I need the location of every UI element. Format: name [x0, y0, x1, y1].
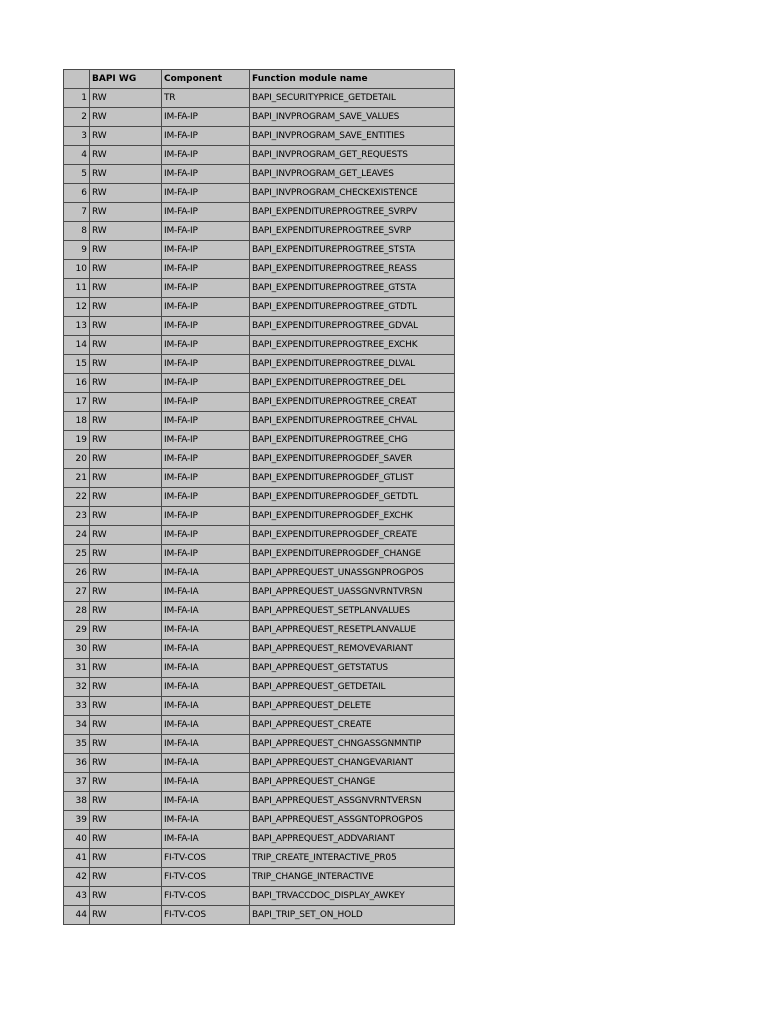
function-module-name-cell: BAPI_EXPENDITUREPROGTREE_CHVAL	[250, 412, 455, 431]
bapi-wg-cell: RW	[90, 279, 162, 298]
table-row	[64, 146, 455, 165]
row-number-cell: 39	[64, 811, 90, 830]
table-row	[64, 412, 455, 431]
function-module-name-cell: BAPI_APPREQUEST_CHNGASSGNMNTIP	[250, 735, 455, 754]
function-module-name-cell: BAPI_APPREQUEST_GETDETAIL	[250, 678, 455, 697]
row-number-cell: 4	[64, 146, 90, 165]
bapi-wg-cell: RW	[90, 906, 162, 925]
bapi-wg-cell: RW	[90, 754, 162, 773]
row-number-cell: 9	[64, 241, 90, 260]
table-row	[64, 564, 455, 583]
function-module-name-cell: BAPI_EXPENDITUREPROGTREE_SVRPV	[250, 203, 455, 222]
bapi-wg-cell: RW	[90, 393, 162, 412]
function-module-name-cell: BAPI_EXPENDITUREPROGTREE_DLVAL	[250, 355, 455, 374]
row-number-cell: 3	[64, 127, 90, 146]
header-row	[64, 70, 455, 89]
function-module-name-cell: BAPI_EXPENDITUREPROGTREE_GTDTL	[250, 298, 455, 317]
row-number-cell: 37	[64, 773, 90, 792]
row-number-cell: 11	[64, 279, 90, 298]
bapi-wg-cell: RW	[90, 678, 162, 697]
bapi-wg-cell: RW	[90, 146, 162, 165]
row-number-cell: 6	[64, 184, 90, 203]
function-module-name-cell: BAPI_TRVACCDOC_DISPLAY_AWKEY	[250, 887, 455, 906]
table-row	[64, 773, 455, 792]
bapi-wg-cell: RW	[90, 716, 162, 735]
function-module-name-cell: BAPI_INVPROGRAM_CHECKEXISTENCE	[250, 184, 455, 203]
component-cell: IM-FA-IP	[162, 317, 250, 336]
bapi-wg-cell: RW	[90, 336, 162, 355]
function-module-name-cell: BAPI_INVPROGRAM_SAVE_VALUES	[250, 108, 455, 127]
bapi-wg-cell: RW	[90, 697, 162, 716]
function-module-name-cell: BAPI_APPREQUEST_ASSGNVRNTVERSN	[250, 792, 455, 811]
component-cell: IM-FA-IP	[162, 127, 250, 146]
component-cell: IM-FA-IP	[162, 260, 250, 279]
component-cell: IM-FA-IA	[162, 716, 250, 735]
bapi-wg-cell: RW	[90, 317, 162, 336]
function-module-name-cell: BAPI_EXPENDITUREPROGDEF_CHANGE	[250, 545, 455, 564]
row-number-cell: 32	[64, 678, 90, 697]
component-cell: IM-FA-IP	[162, 469, 250, 488]
table-row	[64, 450, 455, 469]
table-row	[64, 906, 455, 925]
row-number-header	[64, 70, 90, 89]
row-number-cell: 15	[64, 355, 90, 374]
function-module-name-cell: BAPI_APPREQUEST_CHANGEVARIANT	[250, 754, 455, 773]
table-row	[64, 697, 455, 716]
bapi-wg-cell: RW	[90, 450, 162, 469]
function-module-name-cell: BAPI_APPREQUEST_GETSTATUS	[250, 659, 455, 678]
row-number-cell: 20	[64, 450, 90, 469]
component-cell: IM-FA-IP	[162, 507, 250, 526]
row-number-cell: 7	[64, 203, 90, 222]
function-module-name-cell: BAPI_EXPENDITUREPROGTREE_STSTA	[250, 241, 455, 260]
row-number-cell: 25	[64, 545, 90, 564]
bapi-wg-cell: RW	[90, 602, 162, 621]
table-row	[64, 583, 455, 602]
component-cell: IM-FA-IA	[162, 583, 250, 602]
table-row	[64, 203, 455, 222]
bapi-wg-cell: RW	[90, 545, 162, 564]
table-row	[64, 830, 455, 849]
table-row	[64, 545, 455, 564]
function-module-name-cell: BAPI_APPREQUEST_CREATE	[250, 716, 455, 735]
row-number-cell: 41	[64, 849, 90, 868]
bapi-wg-cell: RW	[90, 298, 162, 317]
table-row	[64, 127, 455, 146]
component-cell: IM-FA-IA	[162, 811, 250, 830]
row-number-cell: 31	[64, 659, 90, 678]
function-module-name-cell: BAPI_INVPROGRAM_GET_LEAVES	[250, 165, 455, 184]
table-row	[64, 849, 455, 868]
table-row	[64, 241, 455, 260]
component-cell: IM-FA-IP	[162, 184, 250, 203]
row-number-cell: 27	[64, 583, 90, 602]
row-number-cell: 1	[64, 89, 90, 108]
function-module-name-cell: TRIP_CHANGE_INTERACTIVE	[250, 868, 455, 887]
function-module-name-cell: BAPI_SECURITYPRICE_GETDETAIL	[250, 89, 455, 108]
function-module-name-cell: BAPI_EXPENDITUREPROGTREE_SVRP	[250, 222, 455, 241]
function-module-name-cell: BAPI_INVPROGRAM_SAVE_ENTITIES	[250, 127, 455, 146]
row-number-cell: 18	[64, 412, 90, 431]
row-number-cell: 16	[64, 374, 90, 393]
function-module-name-cell: BAPI_APPREQUEST_ASSGNTOPROGPOS	[250, 811, 455, 830]
component-cell: FI-TV-COS	[162, 887, 250, 906]
component-cell: IM-FA-IP	[162, 241, 250, 260]
function-module-name-cell: BAPI_EXPENDITUREPROGTREE_DEL	[250, 374, 455, 393]
component-cell: FI-TV-COS	[162, 849, 250, 868]
table-row	[64, 526, 455, 545]
bapi-wg-cell: RW	[90, 868, 162, 887]
table-row	[64, 621, 455, 640]
table-row	[64, 355, 455, 374]
row-number-cell: 13	[64, 317, 90, 336]
function-module-name-header: Function module name	[250, 70, 455, 89]
row-number-cell: 19	[64, 431, 90, 450]
row-number-cell: 40	[64, 830, 90, 849]
table-row	[64, 754, 455, 773]
bapi-wg-cell: RW	[90, 203, 162, 222]
component-header: Component	[162, 70, 250, 89]
component-cell: IM-FA-IA	[162, 773, 250, 792]
function-module-name-cell: BAPI_EXPENDITUREPROGTREE_CREAT	[250, 393, 455, 412]
component-cell: IM-FA-IP	[162, 488, 250, 507]
function-module-name-cell: BAPI_TRIP_SET_ON_HOLD	[250, 906, 455, 925]
row-number-cell: 22	[64, 488, 90, 507]
bapi-wg-cell: RW	[90, 773, 162, 792]
bapi-wg-cell: RW	[90, 469, 162, 488]
table-row	[64, 260, 455, 279]
row-number-cell: 33	[64, 697, 90, 716]
component-cell: IM-FA-IP	[162, 450, 250, 469]
bapi-wg-cell: RW	[90, 184, 162, 203]
function-module-name-cell: BAPI_APPREQUEST_REMOVEVARIANT	[250, 640, 455, 659]
row-number-cell: 2	[64, 108, 90, 127]
bapi-wg-cell: RW	[90, 583, 162, 602]
table-row	[64, 678, 455, 697]
bapi-wg-cell: RW	[90, 412, 162, 431]
table-row	[64, 488, 455, 507]
component-cell: IM-FA-IP	[162, 298, 250, 317]
table-row	[64, 811, 455, 830]
function-module-name-cell: BAPI_APPREQUEST_RESETPLANVALUE	[250, 621, 455, 640]
row-number-cell: 26	[64, 564, 90, 583]
row-number-cell: 43	[64, 887, 90, 906]
table-row	[64, 374, 455, 393]
row-number-cell: 28	[64, 602, 90, 621]
component-cell: IM-FA-IP	[162, 222, 250, 241]
function-module-name-cell: BAPI_EXPENDITUREPROGTREE_CHG	[250, 431, 455, 450]
function-module-name-cell: BAPI_APPREQUEST_UASSGNVRNTVRSN	[250, 583, 455, 602]
bapi-wg-cell: RW	[90, 640, 162, 659]
table-row	[64, 184, 455, 203]
row-number-cell: 14	[64, 336, 90, 355]
table-row	[64, 317, 455, 336]
table-row	[64, 89, 455, 108]
table-row	[64, 222, 455, 241]
bapi-wg-cell: RW	[90, 735, 162, 754]
table-row	[64, 108, 455, 127]
row-number-cell: 10	[64, 260, 90, 279]
function-module-name-cell: BAPI_EXPENDITUREPROGDEF_GETDTL	[250, 488, 455, 507]
bapi-wg-cell: RW	[90, 564, 162, 583]
bapi-wg-cell: RW	[90, 621, 162, 640]
function-module-name-cell: BAPI_APPREQUEST_CHANGE	[250, 773, 455, 792]
function-module-name-cell: BAPI_EXPENDITUREPROGTREE_GTSTA	[250, 279, 455, 298]
function-module-name-cell: BAPI_EXPENDITUREPROGTREE_EXCHK	[250, 336, 455, 355]
row-number-cell: 17	[64, 393, 90, 412]
table-row	[64, 735, 455, 754]
function-module-name-cell: BAPI_EXPENDITUREPROGDEF_EXCHK	[250, 507, 455, 526]
component-cell: IM-FA-IA	[162, 697, 250, 716]
table-row	[64, 640, 455, 659]
function-module-name-cell: BAPI_EXPENDITUREPROGDEF_GTLIST	[250, 469, 455, 488]
component-cell: IM-FA-IP	[162, 393, 250, 412]
component-cell: IM-FA-IP	[162, 165, 250, 184]
function-module-name-cell: BAPI_EXPENDITUREPROGTREE_GDVAL	[250, 317, 455, 336]
component-cell: IM-FA-IA	[162, 754, 250, 773]
row-number-cell: 24	[64, 526, 90, 545]
component-cell: IM-FA-IP	[162, 146, 250, 165]
component-cell: IM-FA-IP	[162, 431, 250, 450]
row-number-cell: 29	[64, 621, 90, 640]
bapi-wg-cell: RW	[90, 830, 162, 849]
bapi-wg-cell: RW	[90, 887, 162, 906]
row-number-cell: 23	[64, 507, 90, 526]
component-cell: IM-FA-IA	[162, 792, 250, 811]
bapi-wg-cell: RW	[90, 431, 162, 450]
row-number-cell: 5	[64, 165, 90, 184]
bapi-function-module-table	[63, 69, 455, 925]
table-row	[64, 792, 455, 811]
table-row	[64, 659, 455, 678]
function-module-name-cell: BAPI_APPREQUEST_SETPLANVALUES	[250, 602, 455, 621]
function-module-name-cell: BAPI_EXPENDITUREPROGDEF_SAVER	[250, 450, 455, 469]
row-number-cell: 30	[64, 640, 90, 659]
row-number-cell: 35	[64, 735, 90, 754]
row-number-cell: 38	[64, 792, 90, 811]
component-cell: IM-FA-IP	[162, 412, 250, 431]
table-row	[64, 165, 455, 184]
bapi-wg-cell: RW	[90, 792, 162, 811]
component-cell: IM-FA-IA	[162, 621, 250, 640]
component-cell: IM-FA-IA	[162, 564, 250, 583]
bapi-wg-cell: RW	[90, 260, 162, 279]
bapi-wg-cell: RW	[90, 222, 162, 241]
component-cell: IM-FA-IP	[162, 203, 250, 222]
component-cell: IM-FA-IP	[162, 374, 250, 393]
function-module-name-cell: BAPI_INVPROGRAM_GET_REQUESTS	[250, 146, 455, 165]
component-cell: IM-FA-IP	[162, 545, 250, 564]
bapi-wg-cell: RW	[90, 89, 162, 108]
component-cell: IM-FA-IA	[162, 659, 250, 678]
table-row	[64, 393, 455, 412]
table-row	[64, 279, 455, 298]
bapi-wg-cell: RW	[90, 127, 162, 146]
row-number-cell: 42	[64, 868, 90, 887]
component-cell: IM-FA-IA	[162, 830, 250, 849]
table-row	[64, 887, 455, 906]
bapi-wg-cell: RW	[90, 374, 162, 393]
bapi-wg-cell: RW	[90, 659, 162, 678]
row-number-cell: 8	[64, 222, 90, 241]
component-cell: IM-FA-IA	[162, 735, 250, 754]
row-number-cell: 12	[64, 298, 90, 317]
component-cell: IM-FA-IP	[162, 336, 250, 355]
table-row	[64, 336, 455, 355]
component-cell: IM-FA-IA	[162, 602, 250, 621]
row-number-cell: 34	[64, 716, 90, 735]
bapi-wg-cell: RW	[90, 849, 162, 868]
bapi-wg-cell: RW	[90, 165, 162, 184]
bapi-wg-header: BAPI WG	[90, 70, 162, 89]
component-cell: IM-FA-IP	[162, 355, 250, 374]
bapi-wg-cell: RW	[90, 108, 162, 127]
component-cell: FI-TV-COS	[162, 906, 250, 925]
table-row	[64, 716, 455, 735]
table-row	[64, 469, 455, 488]
function-module-name-cell: BAPI_APPREQUEST_ADDVARIANT	[250, 830, 455, 849]
component-cell: TR	[162, 89, 250, 108]
table-row	[64, 298, 455, 317]
component-cell: IM-FA-IA	[162, 640, 250, 659]
component-cell: IM-FA-IP	[162, 279, 250, 298]
table-row	[64, 602, 455, 621]
component-cell: IM-FA-IA	[162, 678, 250, 697]
function-module-name-cell: TRIP_CREATE_INTERACTIVE_PR05	[250, 849, 455, 868]
table-row	[64, 868, 455, 887]
bapi-wg-cell: RW	[90, 241, 162, 260]
bapi-wg-cell: RW	[90, 811, 162, 830]
function-module-name-cell: BAPI_APPREQUEST_UNASSGNPROGPOS	[250, 564, 455, 583]
function-module-name-cell: BAPI_EXPENDITUREPROGDEF_CREATE	[250, 526, 455, 545]
function-module-name-cell: BAPI_EXPENDITUREPROGTREE_REASS	[250, 260, 455, 279]
bapi-wg-cell: RW	[90, 488, 162, 507]
row-number-cell: 44	[64, 906, 90, 925]
table-row	[64, 507, 455, 526]
table-body	[64, 89, 455, 925]
row-number-cell: 36	[64, 754, 90, 773]
function-module-name-cell: BAPI_APPREQUEST_DELETE	[250, 697, 455, 716]
component-cell: IM-FA-IP	[162, 108, 250, 127]
table-row	[64, 431, 455, 450]
component-cell: FI-TV-COS	[162, 868, 250, 887]
bapi-wg-cell: RW	[90, 507, 162, 526]
bapi-wg-cell: RW	[90, 526, 162, 545]
component-cell: IM-FA-IP	[162, 526, 250, 545]
bapi-wg-cell: RW	[90, 355, 162, 374]
row-number-cell: 21	[64, 469, 90, 488]
